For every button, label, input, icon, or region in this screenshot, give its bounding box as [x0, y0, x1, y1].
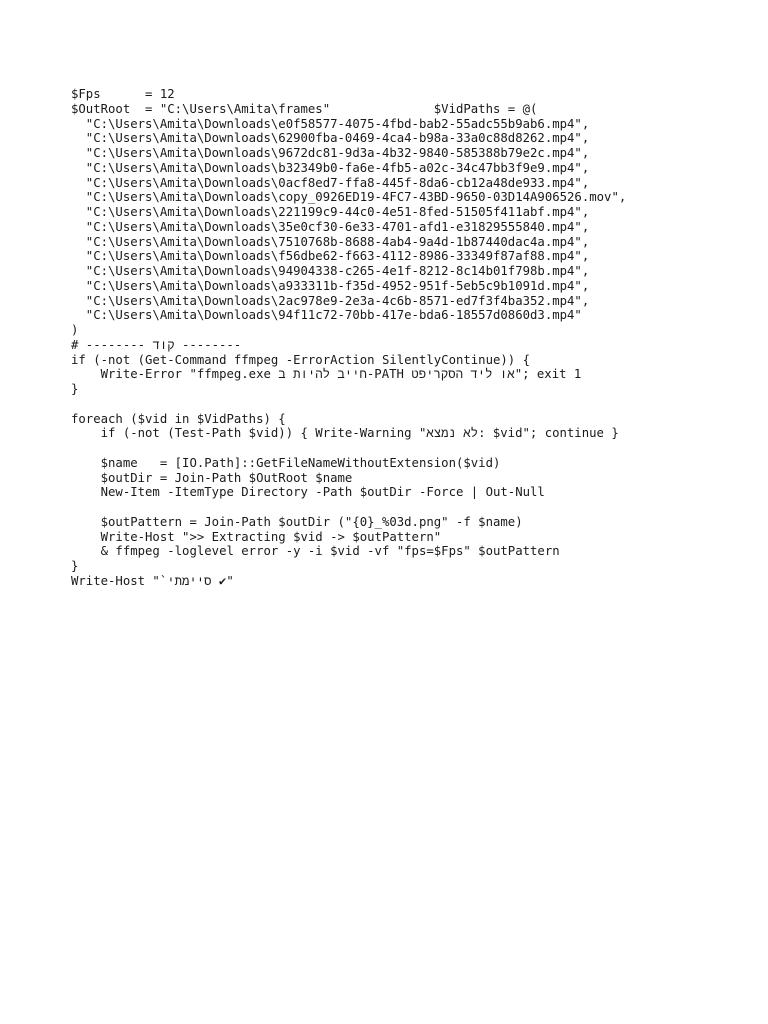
code-block	[71, 87, 751, 589]
code-line: "C:\Users\Amita\Downloads\a933311b-f35d-4952-951f-5eb5c9b1091d.mp4",	[71, 278, 590, 293]
code-line: "C:\Users\Amita\Downloads\62900fba-0469-4ca4-b98a-33a0c88d8262.mp4",	[71, 131, 590, 146]
code-line: $OutRoot = "C:\Users\Amita\frames" $VidPaths = @(	[71, 101, 538, 116]
code-line	[71, 397, 751, 412]
code-line: "C:\Users\Amita\Downloads\9672dc81-9d3a-4b32-9840-585388b79e2c.mp4",	[71, 146, 590, 160]
code-line: "C:\Users\Amita\Downloads\f56dbe62-f663-4112-8986-33349f87af88.mp4",	[71, 249, 590, 264]
code-line: "C:\Users\Amita\Downloads\b32349b0-fa6e-4fb5-a02c-34c47bb3f9e9.mp4",	[71, 160, 590, 175]
code-line: & ffmpeg -loglevel error -y -i $vid -vf "fps=$Fps" $outPattern	[71, 544, 560, 559]
code-line: "C:\Users\Amita\Downloads\7510768b-8688-4ab4-9a4d-1b87440dac4a.mp4",	[71, 234, 590, 249]
code-line: Write-Host ">> Extracting $vid -> $outPattern"	[71, 529, 442, 544]
code-line: "C:\Users\Amita\Downloads\0acf8ed7-ffa8-445f-8da6-cb12a48de933.mp4",	[71, 175, 590, 190]
code-line: "C:\Users\Amita\Downloads\e0f58577-4075-4fbd-bab2-55adc55b9ab6.mp4",	[71, 116, 590, 131]
code-line: "C:\Users\Amita\Downloads\2ac978e9-2e3a-4c6b-8571-ed7f3f4ba352.mp4",	[71, 293, 590, 308]
code-line	[71, 500, 751, 515]
code-line: Write-Error "ffmpeg.exe חייב להיות ב-PATH או ליד הסקריפט"; exit 1	[71, 367, 582, 382]
code-line: $outPattern = Join-Path $outDir ("{0}_%03d.png" -f $name)	[71, 514, 523, 529]
code-line: Write-Host "`סיימתי ✔"	[71, 573, 234, 588]
code-line: $outDir = Join-Path $OutRoot $name	[71, 470, 353, 485]
code-line: if (-not (Test-Path $vid)) { Write-Warning "לא נמצא: $vid"; continue }	[71, 426, 619, 441]
code-line: foreach ($vid in $VidPaths) {	[71, 411, 286, 426]
code-line: "C:\Users\Amita\Downloads\94f11c72-70bb-417e-bda6-18557d0860d3.mp4"	[71, 308, 582, 323]
code-line: }	[71, 559, 79, 573]
code-line: "C:\Users\Amita\Downloads\copy_0926ED19-4FC7-43BD-9650-03D14A906526.mov",	[71, 190, 627, 205]
code-line: }	[71, 382, 79, 396]
code-line: "C:\Users\Amita\Downloads\221199c9-44c0-4e51-8fed-51505f411abf.mp4",	[71, 205, 590, 219]
code-line	[71, 441, 751, 456]
code-line: New-Item -ItemType Directory -Path $outDir -Force | Out-Null	[71, 485, 545, 500]
code-line: $name = [IO.Path]::GetFileNameWithoutExtension($vid)	[71, 455, 501, 470]
code-line: )	[71, 323, 79, 337]
code-line: "C:\Users\Amita\Downloads\94904338-c265-4e1f-8212-8c14b01f798b.mp4",	[71, 264, 590, 278]
code-line: if (-not (Get-Command ffmpeg -ErrorAction SilentlyContinue)) {	[71, 352, 531, 367]
code-line: # -------- קוד --------	[71, 337, 242, 352]
code-line: "C:\Users\Amita\Downloads\35e0cf30-6e33-4701-afd1-e31829555840.mp4",	[71, 219, 590, 234]
code-line: $Fps = 12	[71, 87, 175, 101]
